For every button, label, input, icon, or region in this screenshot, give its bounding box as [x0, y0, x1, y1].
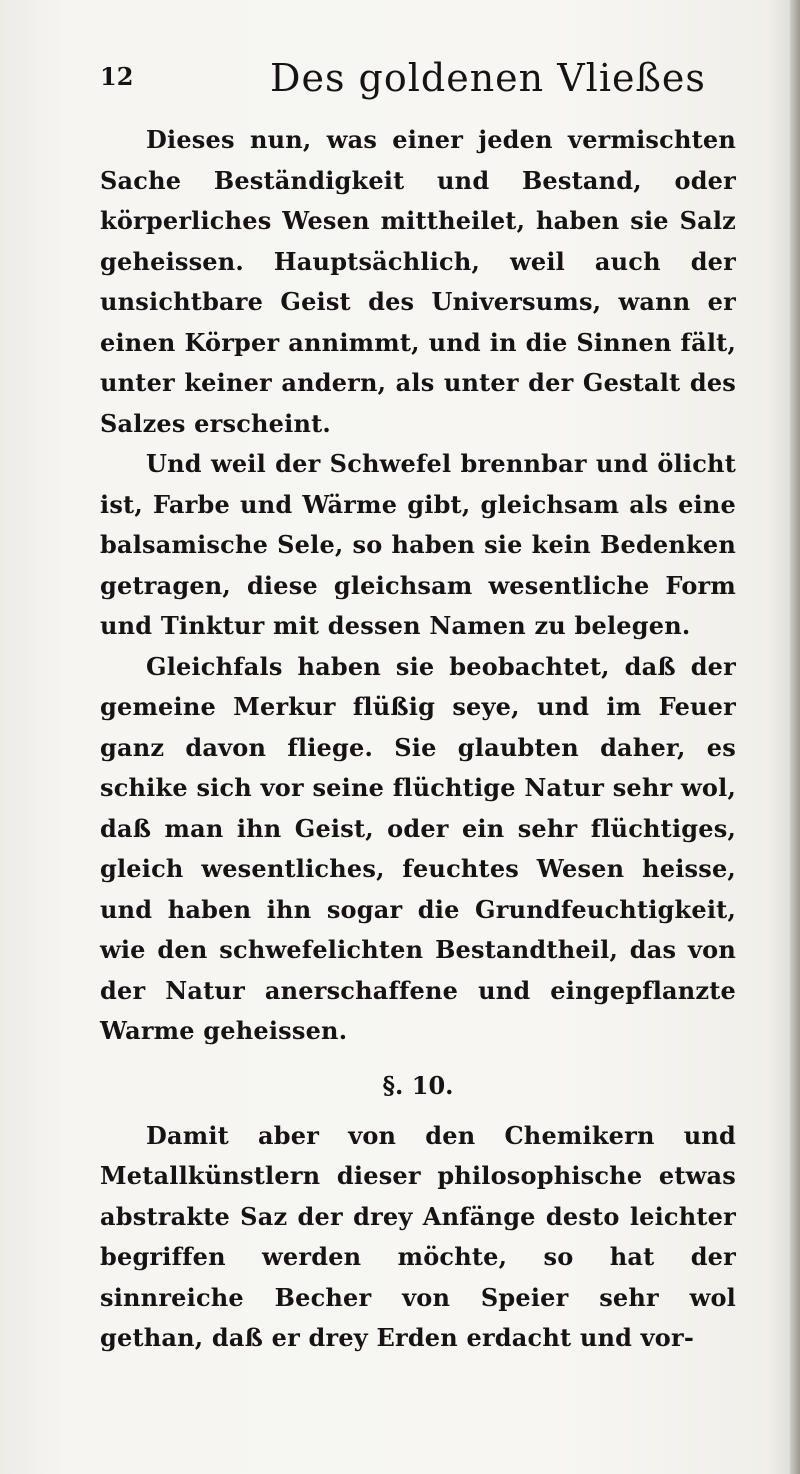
paragraph: Dieses nun, was einer jeden vermischten Sache Beständigkeit und Bestand, oder körperliches Wesen mittheilet, haben sie Salz geheissen. Hauptsächlich, weil auch der unsichtbare Geist des Universums, wann er einen Körper annimmt, und in die Sinnen fält, unter keiner andern, als unter der Gestalt des Salzes erscheint. [100, 125, 736, 438]
page-number: 12 [100, 62, 134, 91]
section-heading: §. 10. [382, 1070, 454, 1100]
body-text [100, 120, 736, 1359]
page-header [100, 56, 720, 112]
paragraph: Damit aber von den Chemikern und Metallkünstlern dieser philosophische etwas abstrakte Saz der drey Anfänge desto leichter begriffen werden möchte, so hat der sinnreiche Becher von Speier sehr wol gethan, daß er drey Erden erdacht und vor- [100, 1120, 736, 1352]
paragraph: Und weil der Schwefel brennbar und ölicht ist, Farbe und Wärme gibt, gleichsam als eine balsamische Sele, so haben sie kein Bedenken getragen, diese gleichsam wesentliche Form und Tinktur mit dessen Namen zu belegen. [100, 449, 736, 640]
paragraph: Gleichfals haben sie beobachtet, daß der gemeine Merkur flüßig seye, und im Feuer ganz davon fliege. Sie glaubten daher, es schike sich vor seine flüchtige Natur sehr wol, daß man ihn Geist, oder ein sehr flüchtiges, gleich wesentliches, feuchtes Wesen heisse, und haben ihn sogar die Grundfeuchtigkeit, wie den schwefelichten Bestandtheil, das von der Natur anerschaffene und eingepflanzte Warme geheissen. [100, 651, 736, 1045]
running-title: Des goldenen Vließes [270, 56, 706, 100]
page-edge [790, 0, 800, 1474]
